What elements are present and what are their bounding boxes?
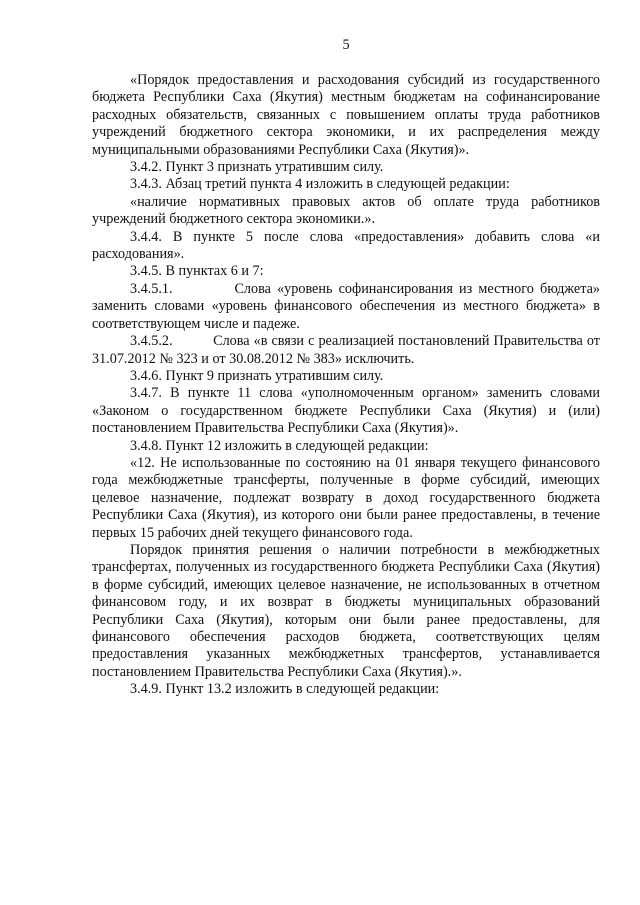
paragraph-3-4-6: 3.4.6. Пункт 9 признать утратившим силу.	[130, 367, 384, 384]
paragraph-decision-procedure: Порядок принятия решения о наличии потребности в межбюджетных трансфертах, полученных из государственного бюджета Республики Саха (Якутия) в форме субсидий, имеющих целевое назначение, не использованных в отчетном финансовом году, и их возврат в бюджеты муниципальных образований Республики Саха (Якутия), которым они были ранее предоставлены, для финансового обеспечения расходов бюджета, соответствующих целям предоставления указанных межбюджетных трансфертов, устанавливается постановлением Правительства Республики Саха (Якутия).».	[92, 541, 600, 680]
paragraph-3-4-5-1: 3.4.5.1. Слова «уровень софинансирования из местного бюджета» заменить словами «уровень финансового обеспечения из местного бюджета» в соответствующем числе и падеже.	[92, 280, 604, 332]
paragraph-3-4-8: 3.4.8. Пункт 12 изложить в следующей редакции:	[130, 437, 429, 454]
paragraph-3-4-5-2: 3.4.5.2. Слова «в связи с реализацией постановлений Правительства от 31.07.2012 № 323 и от 30.08.2012 № 383» исключить.	[92, 333, 604, 367]
paragraph-3-4-5: 3.4.5. В пунктах 6 и 7:	[130, 263, 264, 280]
paragraph-3-4-9: 3.4.9. Пункт 13.2 изложить в следующей редакции:	[130, 681, 440, 698]
paragraph-order-title: «Порядок предоставления и расходования субсидий из государственного бюджета Республики Саха (Якутия) местным бюджетам на софинансирование расходных обязательств, связанных с повышением оплаты труда работников учреждений бюджетного сектора экономики, и их распределения между муниципальными образованиями Республики Саха (Якутия)».	[92, 72, 600, 158]
paragraph-3-4-7: 3.4.7. В пункте 11 слова «уполномоченным органом» заменить словами «Законом о государственном бюджете Республики Саха (Якутия) и (или) постановлением Правительства Республики Саха (Якутия)».	[92, 385, 600, 437]
paragraph-3-4-2: 3.4.2. Пункт 3 признать утратившим силу.	[130, 159, 384, 176]
paragraph-clause-12: «12. Не использованные по состоянию на 01 января текущего финансового года межбюджетные трансферты, полученные в форме субсидий, имеющих целевое назначение, подлежат возврату в доход государственного бюджета Республики Саха (Якутия), из которого они были ранее предоставлены, в течение первых 15 рабочих дней текущего финансового года.	[92, 454, 600, 541]
paragraph-3-4-3: 3.4.3. Абзац третий пункта 4 изложить в следующей редакции:	[130, 176, 510, 193]
page-number: 5	[342, 37, 350, 53]
paragraph-3-4-4: 3.4.4. В пункте 5 после слова «предоставления» добавить слова «и расходования».	[92, 228, 600, 263]
paragraph-3-4-3-quote: «наличие нормативных правовых актов об оплате труда работников учреждений бюджетного сектора экономики.».	[92, 193, 600, 228]
